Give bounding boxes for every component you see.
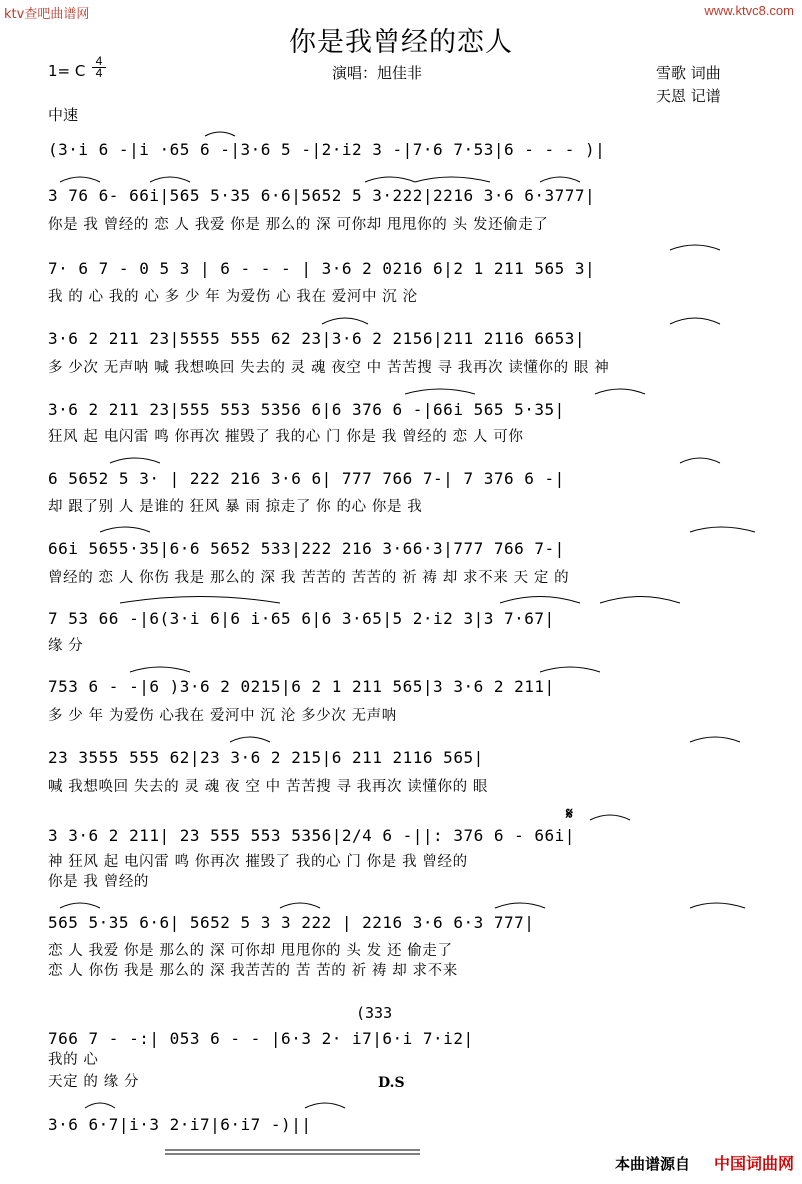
score-row-6-lyric: 却 跟了别 人 是谁的 狂风 暴 雨 掠走了 你 的心 你是 我 (48, 499, 423, 515)
slur-mark (690, 527, 755, 532)
score-row-12-lyric-2: 恋 人 你伤 我是 那么的 深 我苦苦的 苦 苦的 祈 祷 却 求不来 (48, 963, 458, 979)
slur-mark (680, 458, 720, 463)
score-row-12-notes: 565 5·35 6·6| 5652 5 3 3 222 | 2216 3·6 6·3 777| (48, 913, 535, 932)
triplet-marking: (333 (356, 1004, 393, 1022)
slur-mark (230, 737, 270, 742)
slur-mark (540, 667, 600, 672)
credit-transcriber: 天恩 记谱 (656, 87, 721, 105)
score-row-8-notes: 7 53 66 -|6(3·i 6|6 i·65 6|6 3·65|5 2·i2 3|3 7·67| (48, 609, 555, 628)
slur-mark (120, 597, 280, 604)
score-row-11-notes: 3 3·6 2 211| 23 555 553 5356|2/4 6 -||: 376 6 - 66i| (48, 826, 575, 845)
slur-mark (690, 737, 740, 742)
slur-mark (130, 667, 190, 672)
score-row-1-notes: (3·i 6 -|i ·65 6 -|3·6 5 -|2·i2 3 -|7·6 7·53|6 - - - )| (48, 140, 606, 159)
slur-mark (540, 177, 580, 182)
score-row-12-lyric-1: 恋 人 我爱 你是 那么的 深 可你却 甩甩你的 头 发 还 偷走了 (48, 943, 453, 959)
score-row-11-lyric-2: 你是 我 曾经的 (48, 874, 150, 890)
segno-sign: 𝄋 (566, 804, 573, 823)
slur-mark (590, 815, 630, 820)
slur-mark (85, 1103, 115, 1108)
slur-mark (670, 318, 720, 324)
score-row-10-lyric: 喊 我想唤回 失去的 灵 魂 夜 空 中 苦苦搜 寻 我再次 读懂你的 眼 (48, 779, 489, 795)
watermark-left: ktv查吧曲谱网 (4, 7, 90, 22)
time-signature (92, 56, 106, 79)
score-row-13-lyric-2: 天定 的 缘 分 (48, 1074, 140, 1090)
slur-mark (690, 903, 745, 908)
slur-mark (595, 389, 645, 394)
score-row-10-notes: 23 3555 555 62|23 3·6 2 215|6 211 2116 565| (48, 748, 484, 767)
slur-mark (365, 177, 415, 182)
time-signature-top: 4 (95, 54, 103, 68)
footer-site-link[interactable]: 中国词曲网 (713, 1154, 794, 1173)
slur-mark (205, 132, 235, 136)
slur-mark (150, 177, 190, 182)
score-row-5-notes: 3·6 2 211 23|555 553 5356 6|6 376 6 -|66i 565 5·35| (48, 400, 565, 419)
score-row-14-notes: 3·6 6·7|i·3 2·i7|6·i7 -)|| (48, 1115, 312, 1134)
slur-mark (60, 903, 100, 908)
slur-mark (110, 458, 160, 463)
score-row-13-lyric-1: 我的 心 (48, 1052, 99, 1068)
score-row-5-lyric: 狂风 起 电闪雷 鸣 你再次 摧毁了 我的心 门 你是 我 曾经的 恋 人 可你 (48, 429, 524, 445)
score-row-4-notes: 3·6 2 211 23|5555 555 62 23|3·6 2 2156|211 2116 6653| (48, 329, 586, 348)
footer-source-label: 本曲谱源自 (614, 1155, 690, 1173)
slur-mark (322, 318, 368, 324)
slur-mark (405, 389, 475, 394)
slur-mark (670, 245, 720, 250)
score-row-11-lyric-1: 神 狂风 起 电闪雷 鸣 你再次 摧毁了 我的心 门 你是 我 曾经的 (48, 854, 468, 870)
score-row-4-lyric: 多 少次 无声呐 喊 我想唤回 失去的 灵 魂 夜空 中 苦苦搜 寻 我再次 读懂你的 眼 神 (48, 360, 610, 376)
slur-mark (600, 597, 680, 604)
singer: 演唱：旭佳非 (332, 64, 423, 82)
score-row-9-notes: 753 6 - -|6 )3·6 2 0215|6 2 1 211 565|3 3·6 2 211| (48, 677, 555, 696)
key-signature: 1= C (48, 62, 86, 80)
score-row-8-lyric: 缘 分 (48, 638, 84, 654)
score-row-7-lyric: 曾经的 恋 人 你伤 我是 那么的 深 我 苦苦的 苦苦的 祈 祷 却 求不来 天 定 的 (48, 570, 570, 586)
slur-mark (280, 903, 320, 908)
dal-segno-marking: D.S (378, 1075, 405, 1091)
score-row-6-notes: 6 5652 5 3· | 222 216 3·6 6| 777 766 7-| 7 376 6 -| (48, 469, 565, 488)
score-row-9-lyric: 多 少 年 为爱伤 心我在 爱河中 沉 沦 多少次 无声呐 (48, 708, 397, 724)
score-row-2-lyric: 你是 我 曾经的 恋 人 我爱 你是 那么的 深 可你却 甩甩你的 头 发还偷走了 (48, 217, 549, 233)
score-row-3-notes: 7· 6 7 - 0 5 3 | 6 - - - | 3·6 2 0216 6|2 1 211 565 3| (48, 259, 596, 278)
watermark-right: www.ktvc8.com (704, 3, 794, 18)
score-row-7-notes: 66i 5655·35|6·6 5652 533|222 216 3·66·3|777 766 7-| (48, 539, 565, 558)
score-row-13-notes: 766 7 - -:| 053 6 - - |6·3 2· i7|6·i 7·i2| (48, 1029, 474, 1048)
song-title: 你是我曾经的恋人 (289, 27, 513, 58)
credit-lyrics-music: 雪歌 词曲 (656, 64, 721, 82)
tempo-marking: 中速 (48, 106, 79, 124)
slur-mark (100, 527, 150, 532)
score-row-2-notes: 3 76 6- 66i|565 5·35 6·6|5652 5 3·222|2216 3·6 6·3777| (48, 186, 596, 205)
slur-mark (305, 1103, 345, 1108)
slur-mark (415, 177, 490, 182)
time-signature-bottom: 4 (92, 67, 106, 79)
slur-mark (60, 177, 100, 182)
slur-mark (495, 903, 545, 908)
slur-mark (500, 597, 580, 604)
score-row-3-lyric: 我 的 心 我的 心 多 少 年 为爱伤 心 我在 爱河中 沉 沦 (48, 289, 418, 305)
